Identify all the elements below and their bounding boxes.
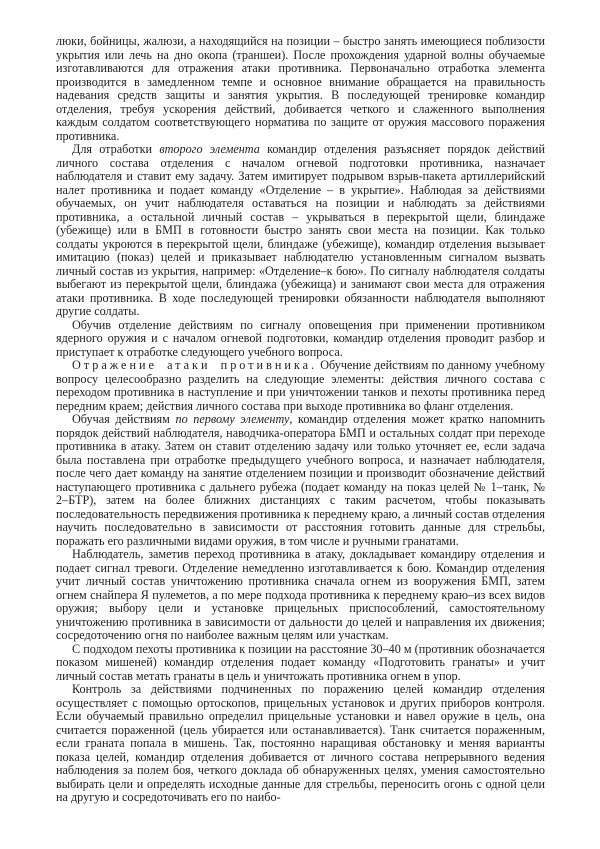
paragraph-8 (56, 683, 545, 805)
paragraph-6-segment-1: Наблюдатель, заметив переход противника в атаку, докладывает командиру отделения и подает сигнал тревоги. Отделение немедленно изготавливается к бою. Командир отделения учит личный состав уничтожению противника сначала огнем из вооружения БМП, затем огнем снайпера Я пулеметов, а по мере подхода противника к переднему краю–из всех видов оружия; выбору цели и установке прицельных приспособлений, самостоятельному уничтожению противника в зависимости от дальности до целей и направления их движения; сосредоточению огня по наиболее важным целям или участкам. (56, 547, 545, 642)
paragraph-4-segment-2: Обучение действиям по данному учебному вопросу целесообразно разделить на следующие элементы: действия личного состава с переходом противника в наступление и при уничтожении танков и пехоты противника перед передним краем; действия личного состава при выходе противника во фланг отделения. (56, 358, 545, 413)
paragraph-5-segment-2: по первому элементу (175, 412, 290, 426)
paragraph-1-segment-1: люки, бойницы, жалюзи, а находящийся на позиции – быстро занять имеющиеся поблизости укрытия или лечь на дно окопа (траншеи). После прохождения ударной волны обучаемые изготавливаются для отражения атаки противника. Первоначально отработка элемента производится в замедленном темпе и основное внимание обращается на правильность надевания средств защиты и занятия укрытия. В последующей тренировке командир отделения, требуя ускорения действий, добивается четкого и слаженного выполнения каждым солдатом соответствующего норматива по защите от оружия массового поражения противника. (56, 34, 545, 143)
paragraph-3-segment-1: Обучив отделение действиям по сигналу оповещения при применении противником ядерного оружия и с началом огневой подготовки, командир отделения проводит разбор и приступает к отработке следующего учебного вопроса. (56, 317, 545, 359)
paragraph-7 (56, 643, 545, 684)
paragraph-6 (56, 548, 545, 643)
paragraph-2 (56, 143, 545, 319)
text-column (56, 35, 545, 805)
paragraph-5-segment-1: Обучая действиям (72, 412, 176, 426)
paragraph-4-segment-1: Отражение атаки противника. (72, 358, 318, 372)
paragraph-2-segment-2: второго элемента (159, 142, 260, 156)
paragraph-4 (56, 359, 545, 413)
paragraph-2-segment-3: командир отделения разъясняет порядок действий личного состава отделения с началом огневой подготовки противника, назначает наблюдателя и ставит ему задачу. Затем имитирует подрывом взрыв-пакета артиллерийский налет противника и подает команду «Отделение – в укрытие». Наблюдая за действиями обучаемых, он учит наблюдателя оставаться на позиции и наблюдать за действиями противника, а остальной личный состав – укрываться в перекрытой щели, блиндаже (убежище) или в БМП в готовности быстро занять свои места на позиции. Как только солдаты укроются в перекрытой щели, блиндаже (убежище), командир отделения вызывает имитацию (показ) целей и приказывает наблюдателю установленным сигналом вызвать личный состав из укрытия, например: «Отделение–к бою». По сигналу наблюдателя солдаты выбегают из перекрытой щели, блиндажа (убежища) и занимают свои места для отражения атаки противника. В ходе последующей тренировки обязанности наблюдателя выполняют другие солдаты. (56, 142, 545, 318)
paragraph-1 (56, 35, 545, 143)
paragraph-5 (56, 413, 545, 548)
paragraph-8-segment-1: Контроль за действиями подчиненных по поражению целей командир отделения осуществляет с помощью ортоскопов, прицельных установок и других приборов контроля. Если обучаемый правильно определил прицельные установки и навел оружие в цель, она считается пораженной (цель убирается или останавливается). Танк считается пораженным, если граната попала в мишень. Так, постоянно наращивая обстановку и меняя варианты показа целей, командир отделения добивается от личного состава непрерывного ведения наблюдения за полем боя, четкого доклада об обнаруженных целях, умения самостоятельно выбирать цели и определять исходные данные для стрельбы, переносить огонь с одной цели на другую и сосредоточивать его по наибо- (56, 682, 545, 804)
paragraph-5-segment-3: , командир отделения может кратко напомнить порядок действий наблюдателя, наводчика-оператора БМП и остальных солдат при переходе противника в атаку. Затем он ставит отделению задачу или только уточняет ее, если задача была поставлена при отработке предыдущего учебного вопроса, и назначает наблюдателя, после чего дает команду на занятие отделением позиции и производит обозначение действий наступающего противника с дальнего рубежа (подает команду на показ целей № 1–танк, № 2–БТР), затем на более ближних дистанциях с таким расчетом, чтобы показывать последовательность передвижения противника к переднему краю, а личный состав отделения научить последовательно в зависимости от расстояния готовить данные для стрельбы, поражать его различными видами оружия, в том числе и ручными гранатами. (56, 412, 545, 548)
paragraph-7-segment-1: С подходом пехоты противника к позиции на расстояние 30–40 м (противник обозначается показом мишеней) командир отделения подает команду «Подготовить гранаты» и учит личный состав метать гранаты в цель и уничтожать противника огнем в упор. (56, 641, 545, 683)
paragraph-2-segment-1: Для отработки (72, 142, 160, 156)
paragraph-3 (56, 319, 545, 360)
